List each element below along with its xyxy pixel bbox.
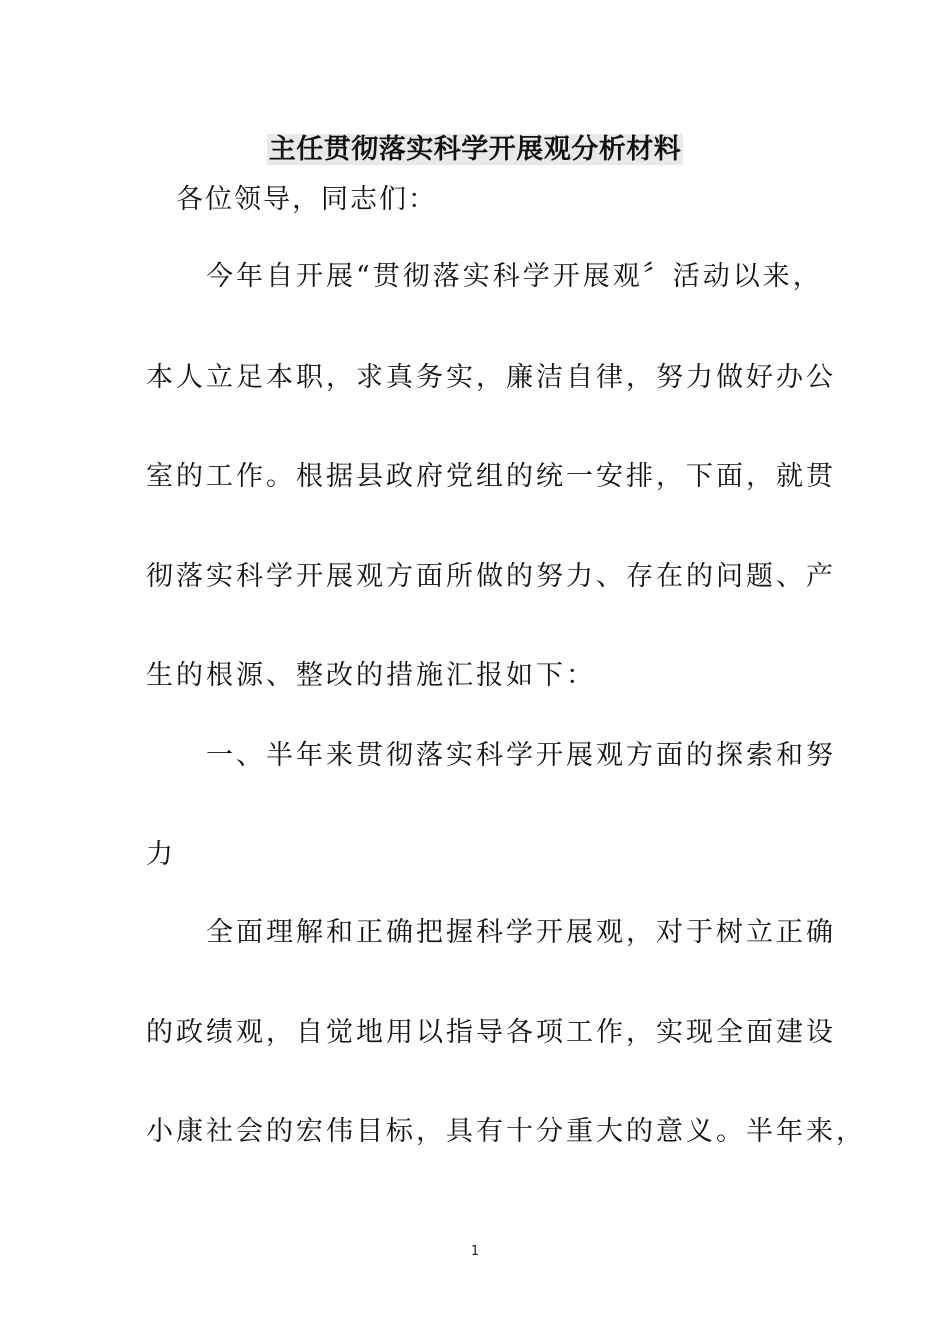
- greeting-line: 各位领导，同志们：: [176, 184, 437, 215]
- document-title: [0, 130, 950, 170]
- body-line: 室的工作。根据县政府党组的统一安排，下面，就贯: [146, 461, 836, 492]
- body-line: 全面理解和正确把握科学开展观，对于树立正确: [146, 917, 836, 948]
- body-line: 小康社会的宏伟目标，具有十分重大的意义。半年来，: [146, 1116, 866, 1147]
- body-line: 今年自开展“贯彻落实科学开展观〞活动以来，: [146, 261, 823, 292]
- page-number: 1: [470, 1244, 480, 1259]
- body-line: 本人立足本职，求真务实，廉洁自律，努力做好办公: [146, 362, 836, 393]
- section-heading-line: 力: [146, 839, 176, 870]
- body-line: 的政绩观，自觉地用以指导各项工作，实现全面建设: [146, 1017, 836, 1048]
- document-title-text: 主任贯彻落实科学开展观分析材料: [268, 134, 682, 165]
- section-heading-line: 一、半年来贯彻落实科学开展观方面的探索和努: [146, 740, 836, 771]
- body-line: 彻落实科学开展观方面所做的努力、存在的问题、产: [146, 561, 836, 592]
- body-line: 生的根源、整改的措施汇报如下：: [146, 660, 596, 691]
